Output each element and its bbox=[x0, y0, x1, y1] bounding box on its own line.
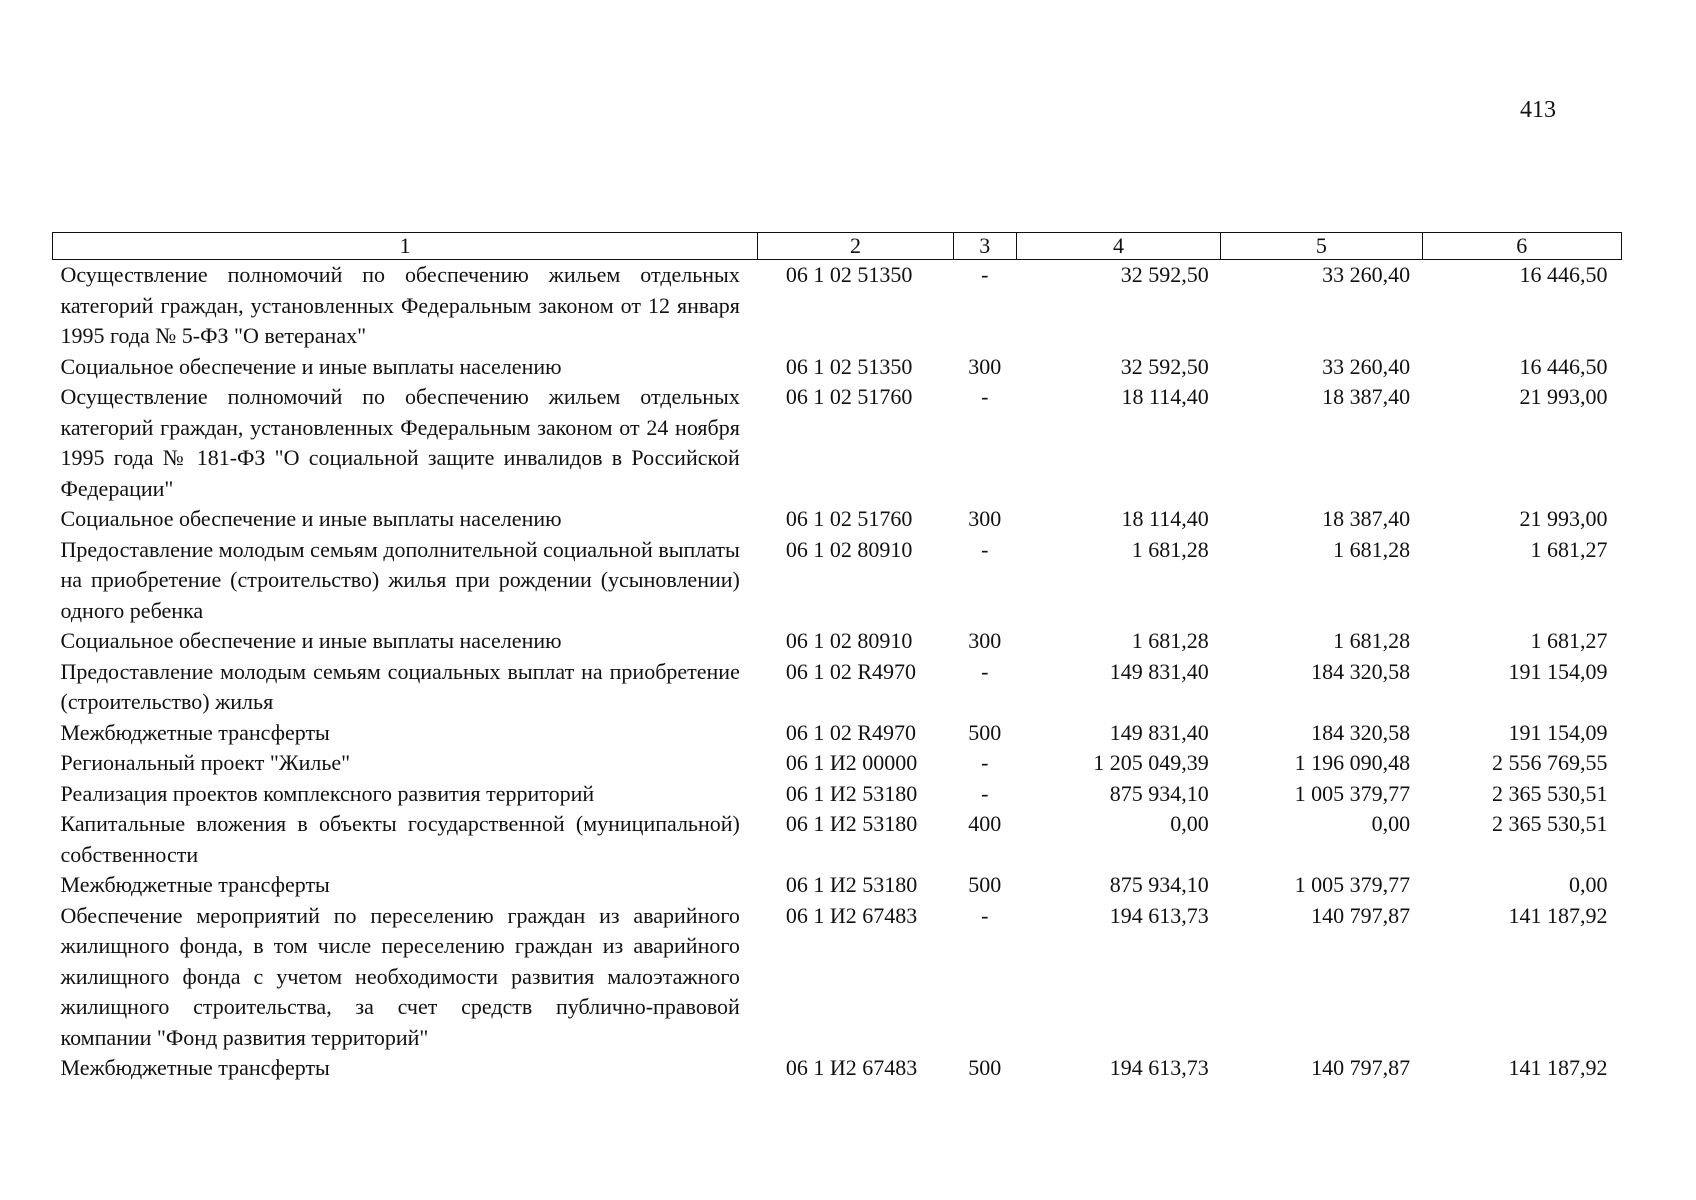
row-value-col4: 0,00 bbox=[1170, 811, 1209, 836]
row-code: 06 1 И2 00000 bbox=[785, 750, 918, 775]
row-name: Межбюджетные трансферты bbox=[60, 1055, 330, 1080]
header-col-6: 6 bbox=[1422, 233, 1621, 260]
row-code: 06 1 02 R4970 bbox=[785, 658, 917, 684]
row-value-col5: 0,00 bbox=[1371, 811, 1411, 836]
row-expense-type: 500 bbox=[968, 1055, 1002, 1080]
row-value-col6: 141 187,92 bbox=[1508, 902, 1608, 928]
row-value-col4: 149 831,40 bbox=[1109, 719, 1209, 745]
row-name: Межбюджетные трансферты bbox=[60, 872, 330, 897]
row-value-col6: 191 154,09 bbox=[1508, 658, 1608, 684]
row-name: Социальное обеспечение и иные выплаты населению bbox=[60, 628, 562, 653]
table-header bbox=[53, 233, 1622, 260]
row-value-col4: 194 613,73 bbox=[1109, 1055, 1209, 1080]
table-row bbox=[53, 626, 1622, 657]
header-col-2: 2 bbox=[758, 233, 953, 260]
table-body bbox=[53, 260, 1622, 1084]
row-value-col5: 1 005 379,77 bbox=[1294, 872, 1411, 897]
row-value-col5: 1 005 379,77 bbox=[1294, 780, 1411, 806]
row-value-col5: 140 797,87 bbox=[1311, 902, 1411, 928]
row-expense-type: - bbox=[981, 658, 989, 684]
header-col-5: 5 bbox=[1221, 233, 1422, 260]
table-row bbox=[53, 260, 1622, 352]
row-value-col6: 16 446,50 bbox=[1519, 262, 1608, 287]
row-value-col6: 2 556 769,55 bbox=[1492, 750, 1608, 775]
row-value-col5: 33 260,40 bbox=[1322, 353, 1411, 379]
row-value-col4: 1 681,28 bbox=[1131, 628, 1209, 653]
page-number: 413 bbox=[1520, 97, 1556, 123]
row-value-col6: 141 187,92 bbox=[1508, 1055, 1608, 1080]
row-value-col4: 32 592,50 bbox=[1120, 262, 1209, 287]
row-value-col5: 1 681,28 bbox=[1333, 536, 1411, 562]
row-name: Региональный проект "Жилье" bbox=[60, 750, 351, 775]
table-row bbox=[53, 748, 1622, 779]
row-name: Межбюджетные трансферты bbox=[60, 719, 330, 745]
row-value-col4: 194 613,73 bbox=[1109, 902, 1209, 928]
row-code: 06 1 02 51760 bbox=[785, 506, 913, 531]
row-value-col5: 18 387,40 bbox=[1322, 384, 1411, 409]
row-value-col5: 1 681,28 bbox=[1333, 628, 1411, 653]
row-expense-type: 500 bbox=[968, 719, 1002, 745]
header-col-1: 1 bbox=[53, 233, 758, 260]
row-value-col6: 16 446,50 bbox=[1519, 353, 1608, 379]
row-value-col6: 2 365 530,51 bbox=[1492, 811, 1608, 836]
row-name: Социальное обеспечение и иные выплаты населению bbox=[60, 353, 562, 379]
row-expense-type: 300 bbox=[968, 628, 1002, 653]
table-row bbox=[53, 382, 1622, 504]
row-name: Предоставление молодым семьям социальных выплат на приобретение (строительство) жилья bbox=[60, 658, 740, 714]
table-row bbox=[53, 809, 1622, 870]
row-code: 06 1 02 R4970 bbox=[785, 719, 917, 745]
row-expense-type: - bbox=[981, 536, 989, 562]
row-value-col5: 33 260,40 bbox=[1322, 262, 1411, 287]
row-code: 06 1 И2 53180 bbox=[785, 811, 918, 836]
row-value-col6: 21 993,00 bbox=[1519, 384, 1608, 409]
table-row bbox=[53, 1053, 1622, 1084]
row-expense-type: 500 bbox=[968, 872, 1002, 897]
row-expense-type: 400 bbox=[968, 811, 1002, 836]
header-col-3: 3 bbox=[953, 233, 1016, 260]
table-row bbox=[53, 504, 1622, 535]
row-value-col4: 149 831,40 bbox=[1109, 658, 1209, 684]
row-code: 06 1 И2 67483 bbox=[785, 1055, 918, 1080]
row-code: 06 1 02 51350 bbox=[785, 353, 913, 379]
table-row bbox=[53, 718, 1622, 749]
table-row bbox=[53, 352, 1622, 383]
row-value-col4: 875 934,10 bbox=[1109, 872, 1209, 897]
table-row bbox=[53, 870, 1622, 901]
header-row bbox=[53, 233, 1622, 260]
row-name: Осуществление полномочий по обеспечению жильем отдельных категорий граждан, установленных Федеральным законом от 24 ноября 1995 года № 181-ФЗ "О социальной защите инвалидов в Российской Федерации" bbox=[60, 384, 740, 501]
row-code: 06 1 И2 67483 bbox=[785, 902, 918, 928]
row-value-col5: 140 797,87 bbox=[1311, 1055, 1411, 1080]
table-row bbox=[53, 535, 1622, 627]
row-name: Осуществление полномочий по обеспечению жильем отдельных категорий граждан, установленных Федеральным законом от 12 января 1995 года № 5-ФЗ "О ветеранах" bbox=[60, 262, 740, 348]
row-value-col6: 21 993,00 bbox=[1519, 506, 1608, 531]
row-expense-type: - bbox=[981, 262, 989, 287]
row-value-col5: 184 320,58 bbox=[1311, 658, 1411, 684]
row-value-col5: 184 320,58 bbox=[1311, 719, 1411, 745]
row-expense-type: - bbox=[981, 902, 989, 928]
row-value-col4: 32 592,50 bbox=[1120, 353, 1209, 379]
row-code: 06 1 02 80910 bbox=[785, 536, 913, 562]
row-name: Обеспечение мероприятий по переселению граждан из аварийного жилищного фонда, в том числе переселению граждан из аварийного жилищного фонда с учетом необходимости развития малоэтажного жилищного строительства, за счет средств публично-правовой компании "Фонд развития территорий" bbox=[60, 902, 740, 1050]
header-col-4: 4 bbox=[1016, 233, 1220, 260]
row-name: Капитальные вложения в объекты государственной (муниципальной) собственности bbox=[60, 811, 740, 867]
row-value-col4: 1 681,28 bbox=[1131, 536, 1209, 562]
row-value-col4: 1 205 049,39 bbox=[1093, 750, 1209, 775]
row-expense-type: 300 bbox=[968, 506, 1002, 531]
row-value-col4: 18 114,40 bbox=[1121, 384, 1209, 409]
row-expense-type: - bbox=[981, 780, 989, 806]
row-value-col6: 2 365 530,51 bbox=[1492, 780, 1608, 806]
row-value-col4: 18 114,40 bbox=[1121, 506, 1209, 531]
row-value-col6: 191 154,09 bbox=[1508, 719, 1608, 745]
row-name: Социальное обеспечение и иные выплаты населению bbox=[60, 506, 562, 531]
row-code: 06 1 И2 53180 bbox=[785, 872, 918, 897]
row-value-col6: 1 681,27 bbox=[1530, 628, 1608, 653]
table-row bbox=[53, 657, 1622, 718]
row-value-col6: 0,00 bbox=[1569, 872, 1608, 897]
row-expense-type: 300 bbox=[968, 353, 1002, 379]
row-name: Предоставление молодым семьям дополнительной социальной выплаты на приобретение (строительство) жилья при рождении (усыновлении) одного ребенка bbox=[60, 536, 740, 623]
row-name: Реализация проектов комплексного развития территорий bbox=[60, 780, 595, 806]
row-value-col5: 18 387,40 bbox=[1322, 506, 1411, 531]
row-value-col6: 1 681,27 bbox=[1530, 536, 1608, 562]
row-expense-type: - bbox=[981, 384, 989, 409]
row-code: 06 1 И2 53180 bbox=[785, 780, 918, 806]
table-row bbox=[53, 901, 1622, 1054]
row-value-col4: 875 934,10 bbox=[1109, 780, 1209, 806]
budget-table bbox=[52, 232, 1622, 1084]
table-row bbox=[53, 779, 1622, 810]
row-expense-type: - bbox=[981, 750, 989, 775]
row-value-col5: 1 196 090,48 bbox=[1294, 750, 1411, 775]
row-code: 06 1 02 51350 bbox=[785, 262, 913, 287]
row-code: 06 1 02 51760 bbox=[785, 384, 913, 409]
row-code: 06 1 02 80910 bbox=[785, 628, 913, 653]
